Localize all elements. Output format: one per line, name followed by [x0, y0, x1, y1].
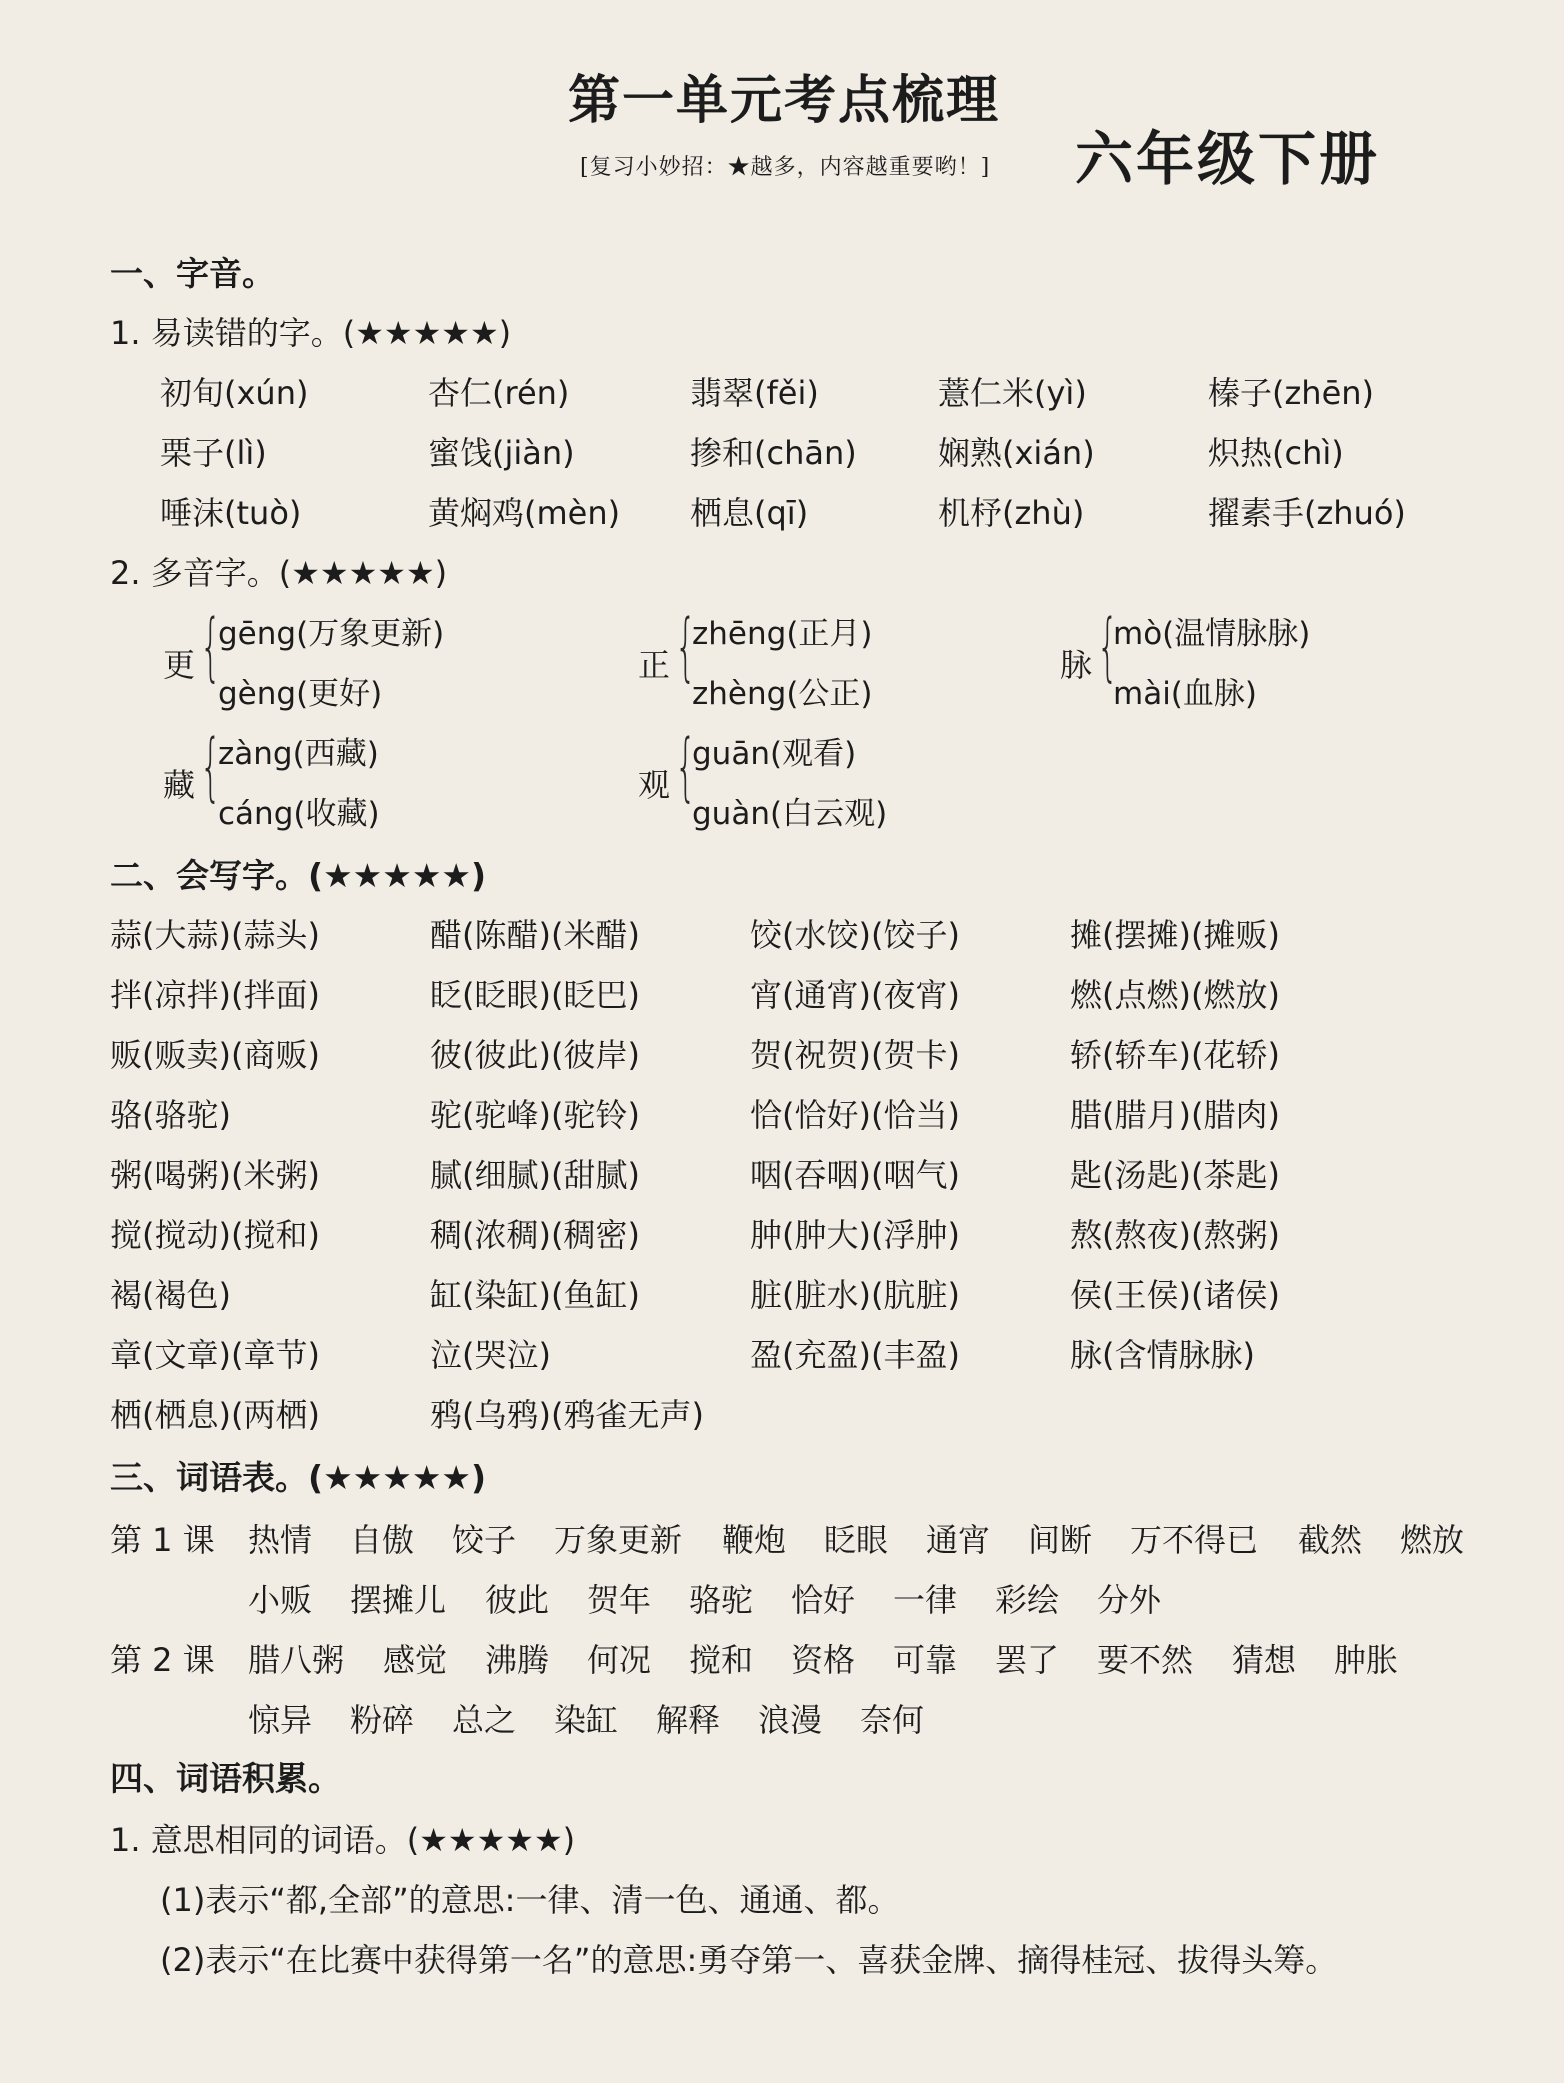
easy-misread-item: 榛子(zhēn) [1208, 374, 1375, 412]
writing-char-item: 缸(染缸)(鱼缸) [430, 1276, 640, 1314]
vocab-word: 一律 [893, 1581, 958, 1619]
vocab-word: 感觉 [383, 1641, 448, 1679]
easy-misread-item: 娴熟(xián) [938, 434, 1095, 472]
subheading-synonyms: 1. 意思相同的词语。(★★★★★) [110, 1821, 576, 1859]
synonym-note: (2)表示“在比赛中获得第一名”的意思:勇夺第一、喜获金牌、摘得桂冠、拔得头筹。 [160, 1941, 1338, 1979]
vocab-word: 摆摊儿 [350, 1581, 447, 1619]
vocab-word: 沸腾 [485, 1641, 550, 1679]
vocab-word: 骆驼 [689, 1581, 754, 1619]
writing-char-item: 彼(彼此)(彼岸) [430, 1036, 640, 1074]
writing-char-item: 醋(陈醋)(米醋) [430, 916, 640, 954]
writing-char-item: 熬(熬夜)(熬粥) [1070, 1216, 1280, 1254]
writing-char-item: 盈(充盈)(丰盈) [750, 1336, 960, 1374]
brace-icon: { [200, 604, 222, 690]
vocab-word: 热情 [248, 1521, 313, 1559]
writing-char-item: 搅(搅动)(搅和) [110, 1216, 320, 1254]
polyphone-char: 正 [638, 646, 671, 684]
vocab-word: 自傲 [350, 1521, 415, 1559]
writing-char-item: 眨(眨眼)(眨巴) [430, 976, 640, 1014]
vocab-word: 万不得已 [1130, 1521, 1259, 1559]
vocab-word: 猜想 [1232, 1641, 1297, 1679]
writing-char-item: 贺(祝贺)(贺卡) [750, 1036, 960, 1074]
vocab-word: 惊异 [248, 1701, 313, 1739]
vocab-word: 粉碎 [350, 1701, 415, 1739]
vocab-word: 总之 [452, 1701, 517, 1739]
easy-misread-item: 唾沫(tuò) [160, 494, 302, 532]
easy-misread-item: 蜜饯(jiàn) [428, 434, 575, 472]
easy-misread-item: 栗子(lì) [160, 434, 267, 472]
easy-misread-item: 擢素手(zhuó) [1208, 494, 1406, 532]
easy-misread-item: 杏仁(rén) [428, 374, 570, 412]
easy-misread-item: 翡翠(fěi) [690, 374, 819, 412]
writing-char-item: 轿(轿车)(花轿) [1070, 1036, 1280, 1074]
polyphone-reading: guān(观看) [692, 736, 857, 772]
writing-char-item: 贩(贩卖)(商贩) [110, 1036, 320, 1074]
writing-char-item: 驼(驼峰)(驼铃) [430, 1096, 640, 1134]
subheading-polyphones: 2. 多音字。(★★★★★) [110, 554, 448, 592]
section-heading-writing: 二、会写字。(★★★★★) [110, 856, 487, 895]
writing-char-item: 肿(肿大)(浮肿) [750, 1216, 960, 1254]
vocab-word: 浪漫 [758, 1701, 823, 1739]
brace-icon: { [200, 724, 222, 810]
vocab-word: 彼此 [485, 1581, 550, 1619]
easy-misread-item: 掺和(chān) [690, 434, 857, 472]
vocab-word: 眨眼 [824, 1521, 889, 1559]
writing-char-item: 脉(含情脉脉) [1070, 1336, 1255, 1374]
vocab-word: 间断 [1028, 1521, 1093, 1559]
writing-char-item: 燃(点燃)(燃放) [1070, 976, 1280, 1014]
page-title: 第一单元考点梳理 [568, 71, 1001, 131]
polyphone-reading: gèng(更好) [218, 676, 383, 712]
easy-misread-item: 初旬(xún) [160, 374, 309, 412]
vocab-word: 可靠 [893, 1641, 958, 1679]
polyphone-char: 藏 [163, 766, 196, 804]
brace-icon: { [1097, 604, 1119, 690]
vocab-word: 腊八粥 [248, 1641, 345, 1679]
brace-icon: { [675, 604, 697, 690]
vocab-word: 奈何 [860, 1701, 925, 1739]
writing-char-item: 腊(腊月)(腊肉) [1070, 1096, 1280, 1134]
vocab-word: 鞭炮 [722, 1521, 787, 1559]
polyphone-char: 脉 [1060, 646, 1093, 684]
polyphone-reading: mò(温情脉脉) [1113, 616, 1311, 652]
writing-char-item: 褐(褐色) [110, 1276, 231, 1314]
vocab-word: 染缸 [554, 1701, 619, 1739]
writing-char-item: 粥(喝粥)(米粥) [110, 1156, 320, 1194]
vocab-word: 罢了 [995, 1641, 1060, 1679]
review-tip: [复习小妙招：★越多，内容越重要哟！] [580, 155, 991, 180]
easy-misread-item: 黄焖鸡(mèn) [428, 494, 621, 532]
polyphone-reading: zhèng(公正) [692, 676, 873, 712]
writing-char-item: 侯(王侯)(诸侯) [1070, 1276, 1280, 1314]
easy-misread-item: 薏仁米(yì) [938, 374, 1087, 412]
vocab-word: 恰好 [791, 1581, 856, 1619]
vocab-word: 资格 [791, 1641, 856, 1679]
lesson-label: 第 1 课 [110, 1521, 215, 1559]
vocab-word: 彩绘 [995, 1581, 1060, 1619]
synonym-note: (1)表示“都,全部”的意思:一律、清一色、通通、都。 [160, 1881, 900, 1919]
vocab-word: 何况 [587, 1641, 652, 1679]
vocab-word: 要不然 [1097, 1641, 1194, 1679]
easy-misread-item: 机杼(zhù) [938, 494, 1085, 532]
writing-char-item: 脏(脏水)(肮脏) [750, 1276, 960, 1314]
polyphone-char: 观 [638, 766, 671, 804]
writing-char-item: 匙(汤匙)(茶匙) [1070, 1156, 1280, 1194]
writing-char-item: 稠(浓稠)(稠密) [430, 1216, 640, 1254]
vocab-word: 搅和 [689, 1641, 754, 1679]
writing-char-item: 蒜(大蒜)(蒜头) [110, 916, 320, 954]
writing-char-item: 栖(栖息)(两栖) [110, 1396, 320, 1434]
vocab-word: 肿胀 [1334, 1641, 1399, 1679]
vocab-word: 饺子 [452, 1521, 517, 1559]
writing-char-item: 章(文章)(章节) [110, 1336, 320, 1374]
section-heading-pronunciation: 一、字音。 [110, 254, 275, 293]
vocab-word: 小贩 [248, 1581, 313, 1619]
section-heading-accumulation: 四、词语积累。 [110, 1759, 341, 1798]
writing-char-item: 咽(吞咽)(咽气) [750, 1156, 960, 1194]
writing-char-item: 拌(凉拌)(拌面) [110, 976, 320, 1014]
vocab-word: 解释 [656, 1701, 721, 1739]
subheading-easy-misread: 1. 易读错的字。(★★★★★) [110, 314, 512, 352]
writing-char-item: 腻(细腻)(甜腻) [430, 1156, 640, 1194]
polyphone-reading: zàng(西藏) [218, 736, 379, 772]
easy-misread-item: 栖息(qī) [690, 494, 809, 532]
vocab-word: 分外 [1097, 1581, 1162, 1619]
polyphone-reading: guàn(白云观) [692, 796, 888, 832]
grade-label: 六年级下册 [1075, 125, 1381, 193]
writing-char-item: 恰(恰好)(恰当) [750, 1096, 960, 1134]
vocab-word: 截然 [1298, 1521, 1363, 1559]
writing-char-item: 宵(通宵)(夜宵) [750, 976, 960, 1014]
writing-char-item: 摊(摆摊)(摊贩) [1070, 916, 1280, 954]
vocab-word: 贺年 [587, 1581, 652, 1619]
brace-icon: { [675, 724, 697, 810]
polyphone-reading: cáng(收藏) [218, 796, 380, 832]
polyphone-reading: zhēng(正月) [692, 616, 873, 652]
writing-char-item: 饺(水饺)(饺子) [750, 916, 960, 954]
vocab-word: 万象更新 [554, 1521, 683, 1559]
vocab-word: 燃放 [1400, 1521, 1465, 1559]
vocab-word: 通宵 [926, 1521, 991, 1559]
writing-char-item: 鸦(乌鸦)(鸦雀无声) [430, 1396, 704, 1434]
polyphone-reading: mài(血脉) [1113, 676, 1257, 712]
writing-char-item: 骆(骆驼) [110, 1096, 231, 1134]
section-heading-vocabulary: 三、词语表。(★★★★★) [110, 1458, 487, 1497]
polyphone-reading: gēng(万象更新) [218, 616, 445, 652]
lesson-label: 第 2 课 [110, 1641, 215, 1679]
writing-char-item: 泣(哭泣) [430, 1336, 551, 1374]
easy-misread-item: 炽热(chì) [1208, 434, 1344, 472]
polyphone-char: 更 [163, 646, 196, 684]
